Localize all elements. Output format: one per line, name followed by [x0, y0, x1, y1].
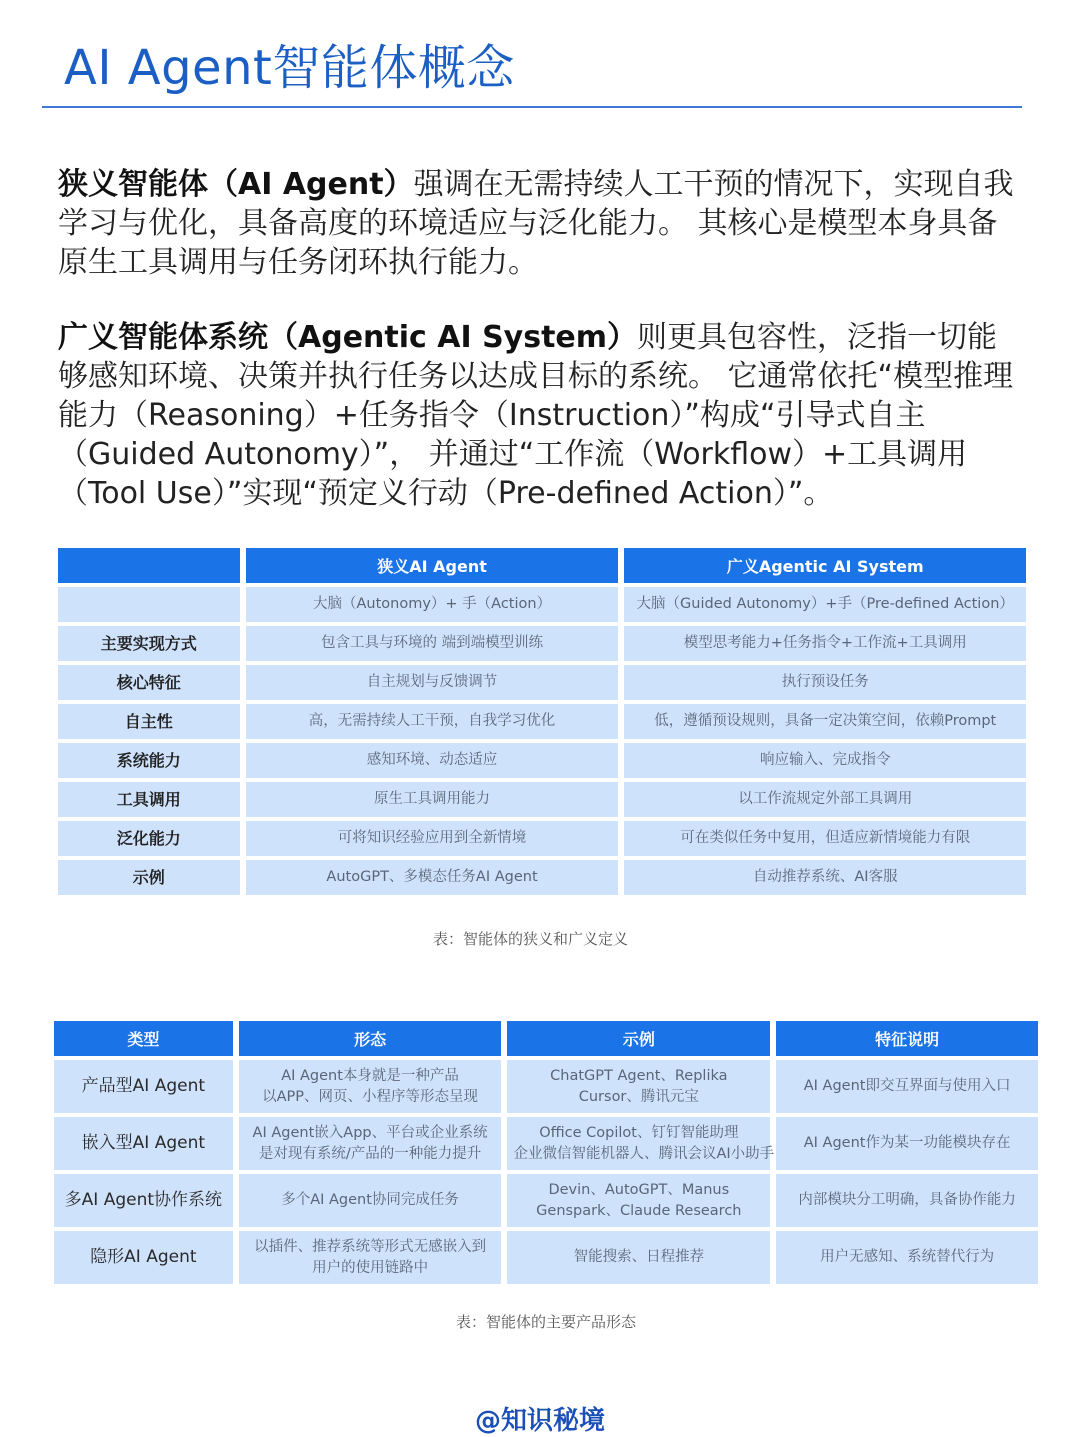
table-cell	[507, 1117, 775, 1170]
row-header-cell: 泛化能力	[58, 821, 240, 856]
title-divider	[42, 106, 1022, 108]
definition-row	[58, 860, 1026, 895]
table2-header-row	[54, 1021, 1038, 1056]
cell-line: Office Copilot、钉钉智能助理	[539, 1124, 739, 1141]
table-cell: 高，无需持续人工干预，自我学习优化	[246, 704, 619, 739]
table-cell: 响应输入、完成指令	[624, 743, 1026, 778]
row-header-cell: 主要实现方式	[58, 626, 240, 661]
table-cell: 自主规划与反馈调节	[246, 665, 619, 700]
product-form-row	[54, 1117, 1038, 1170]
table-cell: 包含工具与环境的 端到端模型训练	[246, 626, 619, 661]
narrow-agent-paragraph	[58, 165, 1023, 282]
definition-table-caption: 表：智能体的狭义和广义定义	[433, 930, 629, 948]
definition-row	[58, 821, 1026, 856]
table-cell: AutoGPT、多模态任务AI Agent	[246, 860, 619, 895]
broad-agent-description: 则更具包容性，泛指一切能够感知环境、决策并执行任务以达成目标的系统。 它通常依托“模型推理能力（Reasoning）+任务指令（Instruction）”构成“引导式自主（Guided Autonomy）”， 并通过“工作流（Workflow）+工具调用（Tool Use）”实现“预定义行动（Pre-defined Action）”。	[58, 320, 1014, 511]
definition-row	[58, 704, 1026, 739]
definition-row	[58, 665, 1026, 700]
product-form-table-caption: 表：智能体的主要产品形态	[456, 1313, 637, 1331]
definition-row	[58, 743, 1026, 778]
table-cell: 自动推荐系统、AI客服	[624, 860, 1026, 895]
row-header-cell: 隐形AI Agent	[54, 1231, 233, 1284]
column-header: 特征说明	[776, 1021, 1038, 1056]
row-header-cell: 嵌入型AI Agent	[54, 1117, 233, 1170]
column-header: 形态	[239, 1021, 502, 1056]
table-cell: 原生工具调用能力	[246, 782, 619, 817]
author-watermark: @知识秘境	[474, 1406, 605, 1436]
row-header-cell: 示例	[58, 860, 240, 895]
cell-line: Cursor、腾讯元宝	[578, 1088, 699, 1105]
table-cell: 低，遵循预设规则，具备一定决策空间，依赖Prompt	[624, 704, 1026, 739]
table-cell: 可将知识经验应用到全新情境	[246, 821, 619, 856]
table-cell	[239, 1060, 502, 1113]
row-header-cell: 产品型AI Agent	[54, 1060, 233, 1113]
table-cell	[239, 1231, 502, 1284]
row-header-cell: 多AI Agent协作系统	[54, 1174, 233, 1227]
table-cell: 可在类似任务中复用，但适应新情境能力有限	[624, 821, 1026, 856]
narrow-agent-term: 狭义智能体（AI Agent）	[58, 167, 414, 202]
row-header-cell: 自主性	[58, 704, 240, 739]
broad-agent-term: 广义智能体系统（Agentic AI System）	[58, 320, 638, 355]
cell-line: 企业微信智能机器人、腾讯会议AI小助手	[513, 1145, 775, 1162]
cell-line: AI Agent本身就是一种产品	[281, 1067, 459, 1084]
table-cell: AI Agent作为某一功能模块存在	[776, 1117, 1038, 1170]
cell-line: AI Agent嵌入App、平台或企业系统	[252, 1124, 488, 1141]
table-cell: 大脑（Autonomy）+ 手（Action）	[246, 587, 619, 622]
product-form-row	[54, 1231, 1038, 1284]
broad-agent-paragraph	[58, 318, 1023, 513]
product-form-row	[54, 1174, 1038, 1227]
column-header: 狭义AI Agent	[246, 548, 619, 583]
cell-line: 是对现有系统/产品的一种能力提升	[258, 1145, 482, 1162]
table1-header-row	[58, 548, 1026, 583]
table-cell: 模型思考能力+任务指令+工作流+工具调用	[624, 626, 1026, 661]
table-cell: 内部模块分工明确，具备协作能力	[776, 1174, 1038, 1227]
table-cell	[507, 1060, 770, 1113]
table-cell: AI Agent即交互界面与使用入口	[776, 1060, 1038, 1113]
narrow-agent-description: 强调在无需持续人工干预的情况下，实现自我学习与优化，具备高度的环境适应与泛化能力。 其核心是模型本身具备原生工具调用与任务闭环执行能力。	[58, 167, 1014, 280]
cell-line: Genspark、Claude Research	[536, 1202, 742, 1219]
cell-line: ChatGPT Agent、Replika	[550, 1067, 728, 1084]
row-header-cell: 核心特征	[58, 665, 240, 700]
page-title: AI Agent智能体概念	[64, 40, 515, 96]
product-form-table	[48, 1017, 1044, 1288]
table-cell: 智能搜索、日程推荐	[507, 1231, 770, 1284]
column-header: 示例	[507, 1021, 770, 1056]
cell-line: 以APP、网页、小程序等形态呈现	[262, 1088, 479, 1105]
definition-row	[58, 782, 1026, 817]
cell-line: Devin、AutoGPT、Manus	[548, 1181, 730, 1198]
cell-line: 以插件、推荐系统等形式无感嵌入到	[254, 1238, 487, 1255]
table-cell	[239, 1117, 502, 1170]
row-header-cell: 工具调用	[58, 782, 240, 817]
definition-table	[52, 544, 1032, 899]
column-header	[58, 548, 240, 583]
cell-line: 用户的使用链路中	[312, 1259, 429, 1276]
table-cell: 多个AI Agent协同完成任务	[239, 1174, 502, 1227]
table-cell: 以工作流规定外部工具调用	[624, 782, 1026, 817]
definition-row	[58, 587, 1026, 622]
row-header-cell	[58, 587, 240, 622]
definition-row	[58, 626, 1026, 661]
table-cell: 感知环境、动态适应	[246, 743, 619, 778]
table-cell: 大脑（Guided Autonomy）+手（Pre-defined Action）	[624, 587, 1026, 622]
column-header: 广义Agentic AI System	[624, 548, 1026, 583]
column-header: 类型	[54, 1021, 233, 1056]
table-cell: 用户无感知、系统替代行为	[776, 1231, 1038, 1284]
table-cell: 执行预设任务	[624, 665, 1026, 700]
product-form-row	[54, 1060, 1038, 1113]
row-header-cell: 系统能力	[58, 743, 240, 778]
table-cell	[507, 1174, 770, 1227]
